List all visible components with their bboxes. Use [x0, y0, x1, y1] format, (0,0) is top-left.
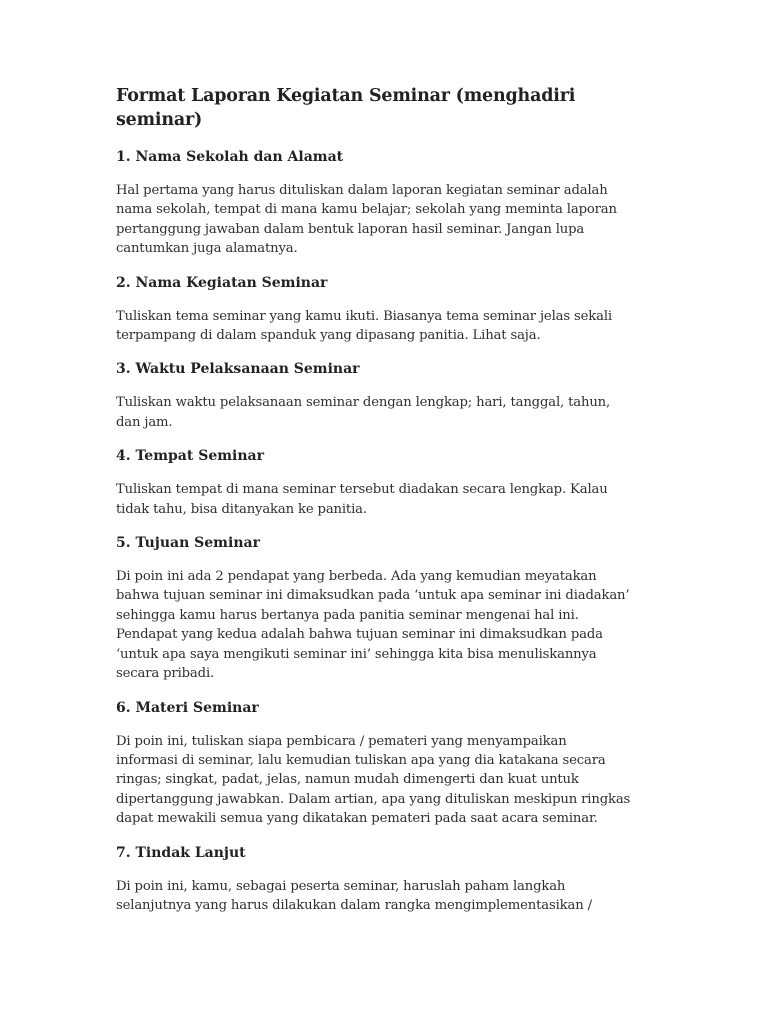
paragraph-line: cantumkan juga alamatnya.	[116, 241, 298, 257]
paragraph-line: dapat mewakili semua yang dikatakan pemateri pada saat acara seminar.	[116, 811, 598, 827]
paragraph-line: bahwa tujuan seminar ini dimaksudkan pada ‘untuk apa seminar ini diadakan’	[116, 588, 630, 604]
paragraph-line: tidak tahu, bisa ditanyakan ke panitia.	[116, 501, 367, 517]
paragraph-line: sehingga kamu harus bertanya pada panitia seminar mengenai hal ini.	[116, 607, 579, 623]
paragraph-line: Hal pertama yang harus dituliskan dalam laporan kegiatan seminar adalah	[116, 183, 608, 198]
paragraph-line: dipertanggung jawabkan. Dalam artian, apa yang dituliskan meskipun ringkas	[116, 791, 631, 807]
paragraph-line: Tuliskan tempat di mana seminar tersebut diadakan secara lengkap. Kalau	[116, 482, 608, 498]
paragraph-line: Pendapat yang kedua adalah bahwa tujuan seminar ini dimaksudkan pada	[116, 627, 603, 643]
section-heading: 5. Tujuan Seminar	[116, 535, 260, 552]
document-title: Format Laporan Kegiatan Seminar (menghadiri seminar)	[116, 86, 576, 130]
section-paragraph	[116, 567, 656, 683]
document-page	[116, 84, 656, 929]
section-heading: 4. Tempat Seminar	[116, 448, 264, 465]
section-heading: 7. Tindak Lanjut	[116, 844, 246, 861]
paragraph-line: ringas; singkat, padat, jelas, namun mudah dimengerti dan kuat untuk	[116, 772, 579, 788]
paragraph-line: informasi di seminar, lalu kemudian tuliskan apa yang dia katakana secara	[116, 752, 606, 768]
paragraph-line: Tuliskan waktu pelaksanaan seminar dengan lengkap; hari, tanggal, tahun,	[116, 395, 611, 411]
section-paragraph	[116, 393, 656, 432]
paragraph-line: dan jam.	[116, 414, 173, 430]
section-paragraph	[116, 732, 656, 829]
section-heading: 3. Waktu Pelaksanaan Seminar	[116, 361, 360, 378]
paragraph-line: Di poin ini, kamu, sebagai peserta seminar, haruslah paham langkah	[116, 878, 566, 894]
section-heading: 6. Materi Seminar	[116, 699, 259, 716]
section-heading: 2. Nama Kegiatan Seminar	[116, 274, 328, 291]
paragraph-line: ‘untuk apa saya mengikuti seminar ini’ sehingga kita bisa menuliskannya	[116, 646, 597, 662]
paragraph-line: secara pribadi.	[116, 666, 215, 682]
section-paragraph	[116, 181, 656, 259]
paragraph-line: Di poin ini, tuliskan siapa pembicara / pemateri yang menyampaikan	[116, 733, 567, 749]
paragraph-line: Di poin ini ada 2 pendapat yang berbeda. Ada yang kemudian meyatakan	[116, 569, 597, 585]
section-heading: 1. Nama Sekolah dan Alamat	[116, 149, 344, 165]
paragraph-line: selanjutnya yang harus dilakukan dalam rangka mengimplementasikan /	[116, 897, 592, 913]
section-paragraph	[116, 480, 656, 519]
paragraph-line: Tuliskan tema seminar yang kamu ikuti. Biasanya tema seminar jelas sekali	[116, 308, 612, 324]
paragraph-line: pertanggung jawaban dalam bentuk laporan hasil seminar. Jangan lupa	[116, 221, 585, 237]
section-paragraph	[116, 307, 656, 346]
section-paragraph	[116, 877, 656, 916]
paragraph-line: nama sekolah, tempat di mana kamu belajar; sekolah yang meminta laporan	[116, 202, 617, 218]
document-sections	[116, 147, 656, 915]
paragraph-line: terpampang di dalam spanduk yang dipasang panitia. Lihat saja.	[116, 328, 541, 344]
